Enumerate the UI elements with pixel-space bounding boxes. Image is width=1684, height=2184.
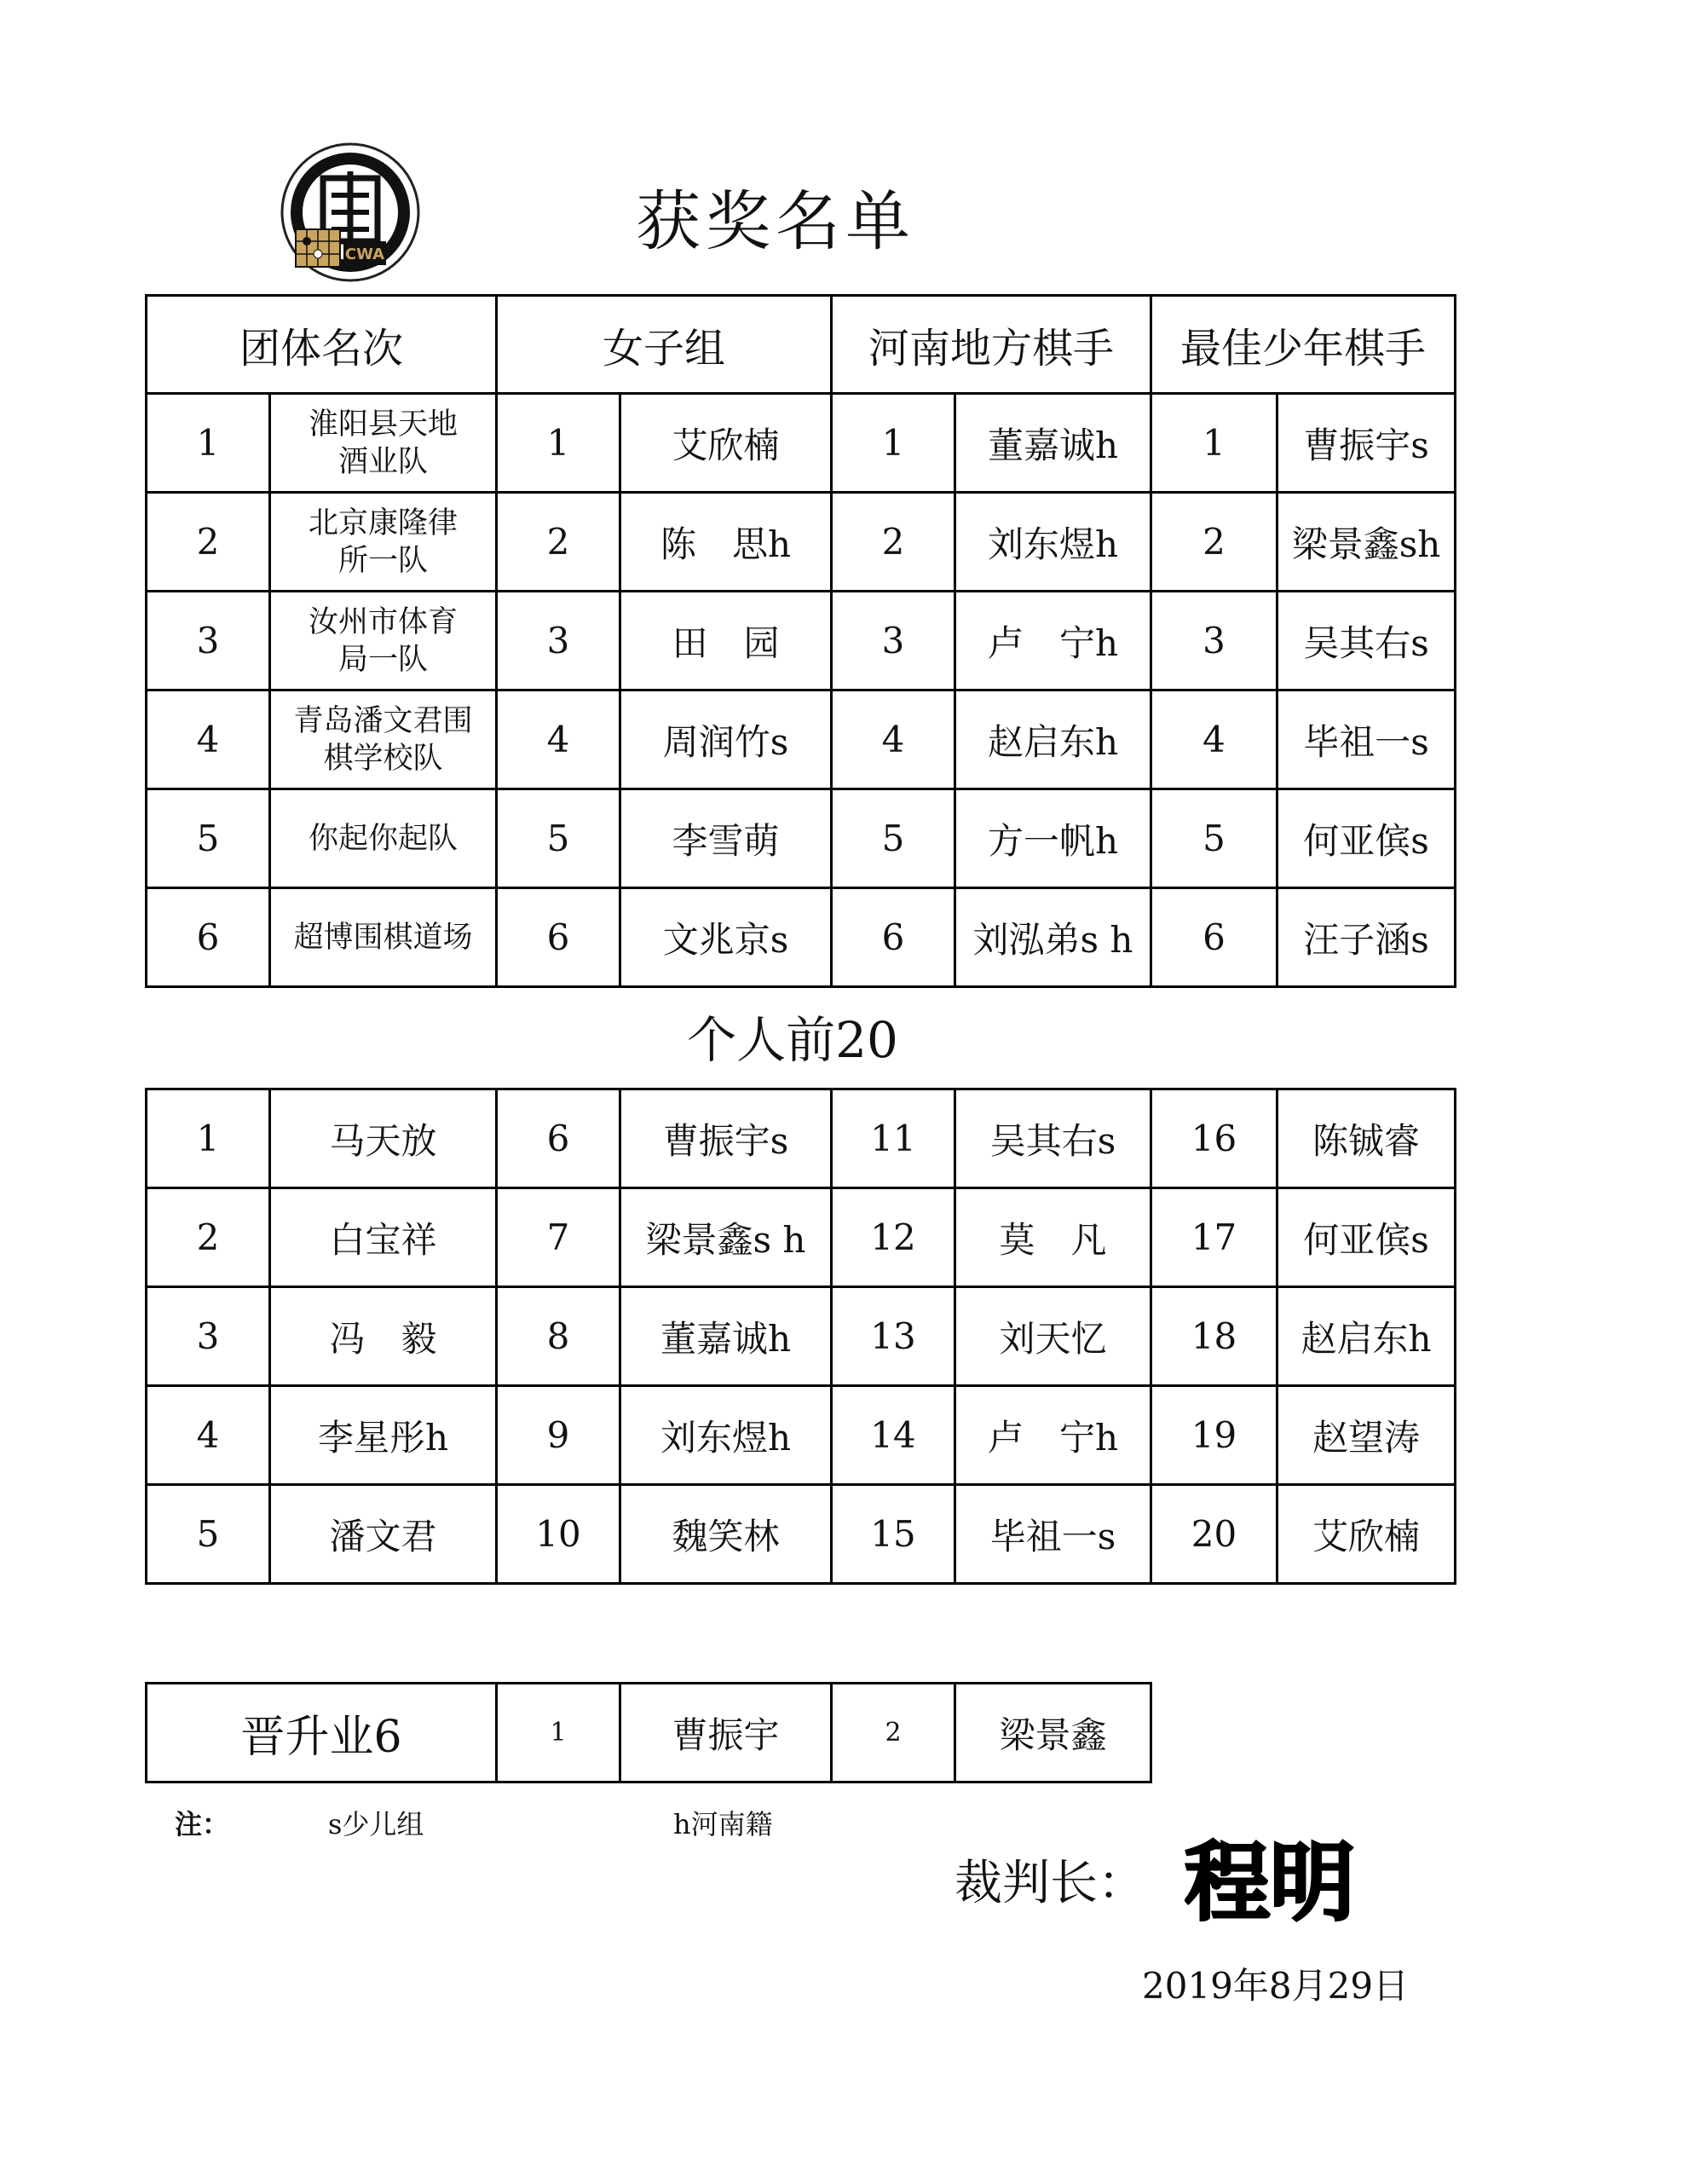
team-rank: 2: [147, 493, 270, 592]
note-henan: h河南籍: [673, 1808, 773, 1840]
henan-name: 赵启东h: [955, 690, 1151, 789]
women-name: 周润竹s: [620, 690, 832, 789]
header-henan-players: 河南地方棋手: [832, 296, 1151, 394]
youth-name: 梁景鑫sh: [1277, 493, 1456, 592]
rank-cell: 8: [497, 1287, 620, 1386]
table-row: [147, 690, 1456, 789]
rank-cell: 6: [497, 1089, 620, 1188]
player-name: 刘东煜h: [620, 1386, 832, 1485]
table-row: [147, 1386, 1456, 1485]
player-name: 毕祖一s: [955, 1485, 1151, 1584]
table-row: [147, 1188, 1456, 1287]
chief-judge-label: 裁判长：: [954, 1856, 1145, 1911]
table-row: [147, 394, 1456, 493]
top20-table: [145, 1088, 1456, 1585]
youth-rank: 2: [1151, 493, 1277, 592]
women-name: 李雪萌: [620, 789, 832, 888]
team-name: 汝州市体育局一队: [270, 592, 497, 690]
notes-label: 注：: [175, 1808, 230, 1840]
rank-cell: 18: [1151, 1287, 1277, 1386]
youth-name: 汪子涵s: [1277, 888, 1456, 987]
table-row: [147, 1684, 1151, 1782]
youth-rank: 5: [1151, 789, 1277, 888]
logo-text: CWA: [344, 246, 385, 263]
youth-rank: 4: [1151, 690, 1277, 789]
women-rank: 2: [497, 493, 620, 592]
header-best-youth: 最佳少年棋手: [1151, 296, 1456, 394]
henan-name: 董嘉诚h: [955, 394, 1151, 493]
rank-cell: 20: [1151, 1485, 1277, 1584]
team-name: 淮阳县天地酒业队: [270, 394, 497, 493]
table-row: [147, 1287, 1456, 1386]
rank-cell: 4: [147, 1386, 270, 1485]
table-row: [147, 592, 1456, 690]
table-row: [147, 789, 1456, 888]
henan-rank: 3: [832, 592, 955, 690]
henan-rank: 6: [832, 888, 955, 987]
youth-name: 吴其右s: [1277, 592, 1456, 690]
team-name: 北京康隆律所一队: [270, 493, 497, 592]
henan-rank: 4: [832, 690, 955, 789]
player-name: 梁景鑫: [955, 1684, 1151, 1782]
player-name: 赵启东h: [1277, 1287, 1456, 1386]
rank-cell: 5: [147, 1485, 270, 1584]
player-name: 吴其右s: [955, 1089, 1151, 1188]
table-row: [147, 1485, 1456, 1584]
henan-name: 方一帆h: [955, 789, 1151, 888]
team-rank: 6: [147, 888, 270, 987]
rank-cell: 10: [497, 1485, 620, 1584]
player-name: 曹振宇: [620, 1684, 832, 1782]
youth-name: 毕祖一s: [1277, 690, 1456, 789]
rank-cell: 7: [497, 1188, 620, 1287]
youth-rank: 1: [1151, 394, 1277, 493]
page-title: 获奖名单: [636, 183, 915, 259]
women-rank: 1: [497, 394, 620, 493]
rank-cell: 3: [147, 1287, 270, 1386]
note-youth-group: s少儿组: [328, 1808, 424, 1840]
women-name: 田 园: [620, 592, 832, 690]
player-name: 赵望涛: [1277, 1386, 1456, 1485]
player-name: 陈铖睿: [1277, 1089, 1456, 1188]
judge-signature: [1185, 1829, 1398, 1931]
youth-name: 曹振宇s: [1277, 394, 1456, 493]
promotion-label: 晋升业6: [147, 1684, 497, 1782]
player-name: 马天放: [270, 1089, 497, 1188]
player-name: 卢 宁h: [955, 1386, 1151, 1485]
youth-rank: 6: [1151, 888, 1277, 987]
table-row: [147, 1089, 1456, 1188]
henan-name: 刘东煜h: [955, 493, 1151, 592]
rank-cell: 15: [832, 1485, 955, 1584]
youth-rank: 3: [1151, 592, 1277, 690]
rank-cell: 1: [147, 1089, 270, 1188]
henan-name: 卢 宁h: [955, 592, 1151, 690]
rank-cell: 2: [147, 1188, 270, 1287]
awards-header-row: [147, 296, 1456, 394]
youth-name: 何亚傧s: [1277, 789, 1456, 888]
team-name: 超博围棋道场: [270, 888, 497, 987]
henan-rank: 5: [832, 789, 955, 888]
rank-cell: 2: [832, 1684, 955, 1782]
henan-name: 刘泓弟s h: [955, 888, 1151, 987]
top20-title: 个人前20: [687, 1011, 898, 1069]
header-team-rank: 团体名次: [147, 296, 497, 394]
team-rank: 1: [147, 394, 270, 493]
table-row: [147, 493, 1456, 592]
team-name: 青岛潘文君围棋学校队: [270, 690, 497, 789]
women-rank: 3: [497, 592, 620, 690]
rank-cell: 12: [832, 1188, 955, 1287]
player-name: 董嘉诚h: [620, 1287, 832, 1386]
women-rank: 4: [497, 690, 620, 789]
rank-cell: 16: [1151, 1089, 1277, 1188]
rank-cell: 9: [497, 1386, 620, 1485]
rank-cell: 19: [1151, 1386, 1277, 1485]
document-date: 2019年8月29日: [1142, 1965, 1410, 2007]
women-name: 文兆京s: [620, 888, 832, 987]
rank-cell: 17: [1151, 1188, 1277, 1287]
henan-rank: 1: [832, 394, 955, 493]
rank-cell: 1: [497, 1684, 620, 1782]
player-name: 冯 毅: [270, 1287, 497, 1386]
rank-cell: 13: [832, 1287, 955, 1386]
team-name: 你起你起队: [270, 789, 497, 888]
women-name: 艾欣楠: [620, 394, 832, 493]
player-name: 艾欣楠: [1277, 1485, 1456, 1584]
player-name: 莫 凡: [955, 1188, 1151, 1287]
women-rank: 5: [497, 789, 620, 888]
henan-rank: 2: [832, 493, 955, 592]
awards-table: [145, 294, 1456, 988]
team-rank: 3: [147, 592, 270, 690]
player-name: 曹振宇s: [620, 1089, 832, 1188]
rank-cell: 14: [832, 1386, 955, 1485]
team-rank: 5: [147, 789, 270, 888]
women-rank: 6: [497, 888, 620, 987]
promotion-table: [145, 1682, 1152, 1783]
cwa-logo-icon: [279, 141, 422, 284]
women-name: 陈 思h: [620, 493, 832, 592]
rank-cell: 11: [832, 1089, 955, 1188]
header-women-group: 女子组: [497, 296, 832, 394]
team-rank: 4: [147, 690, 270, 789]
player-name: 潘文君: [270, 1485, 497, 1584]
player-name: 李星彤h: [270, 1386, 497, 1485]
player-name: 魏笑林: [620, 1485, 832, 1584]
player-name: 梁景鑫s h: [620, 1188, 832, 1287]
signature-text: 程明: [1185, 1832, 1355, 1931]
player-name: 白宝祥: [270, 1188, 497, 1287]
table-row: [147, 888, 1456, 987]
player-name: 何亚傧s: [1277, 1188, 1456, 1287]
player-name: 刘天忆: [955, 1287, 1151, 1386]
